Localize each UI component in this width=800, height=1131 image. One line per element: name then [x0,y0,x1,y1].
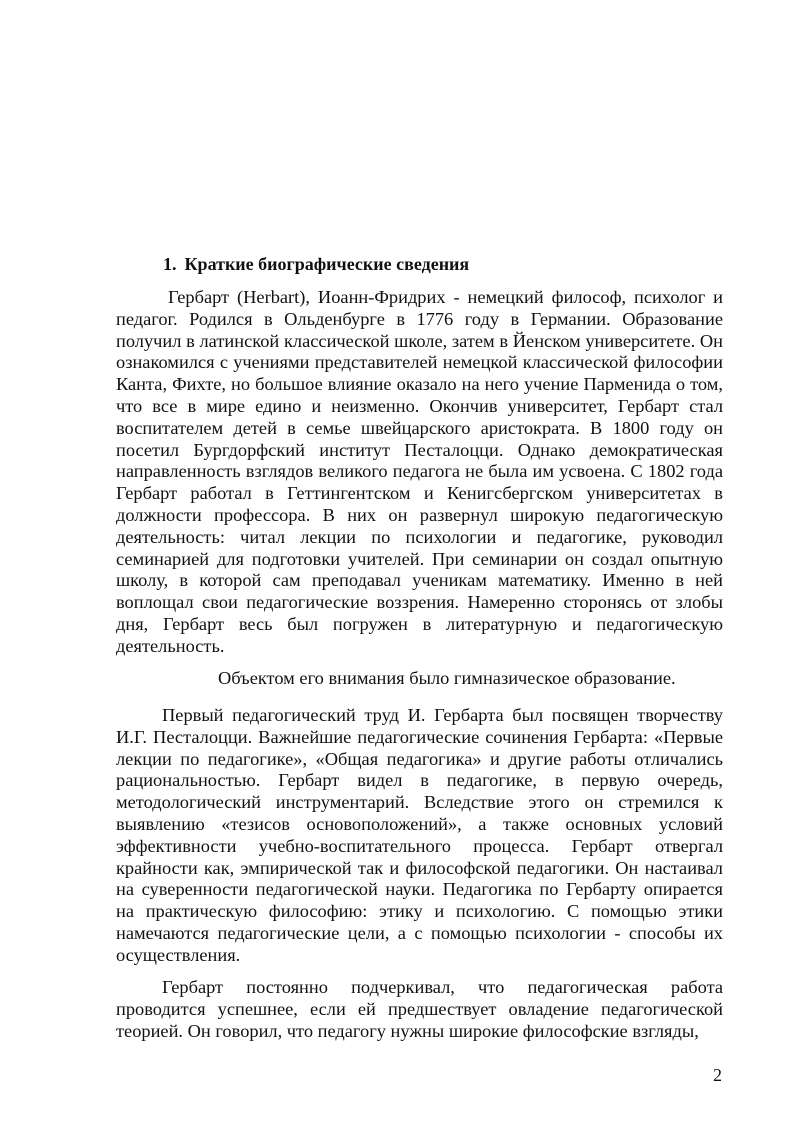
section-heading [163,252,469,276]
paragraph-biography: Гербарт (Herbart), Иоанн-Фридрих - немецкий философ, психолог и педагог. Родился в Ольденбурге в 1776 году в Германии. Образование получил в латинской классической школе, затем в Йенском университете. Он ознакомился с учениями представителей немецкой классической философии Канта, Фихте, но большое влияние оказало на него учение Парменида о том, что все в мире едино и неизменно. Окончив университет, Гербарт стал воспитателем детей в семье швейцарского аристократа. В 1800 году он посетил Бургдорфский институт Песталоцци. Однако демократическая направленность взглядов великого педагога не была им усвоена. С 1802 года Гербарт работал в Геттингентском и Кенигсбергском университетах в должности профессора. В них он развернул широкую педагогическую деятельность: читал лекции по психологии и педагогике, руководил семинарией для подготовки учителей. При семинарии он создал опытную школу, в которой сам преподавал ученикам математику. Именно в ней воплощал свои педагогические воззрения. Намеренно сторонясь от злобы дня, Гербарт весь был погружен в литературную и педагогическую деятельность. [116,287,723,656]
paragraph-first-works: Первый педагогический труд И. Гербарта был посвящен творчеству И.Г. Песталоцци. Важнейшие педагогические сочинения Гербарта: «Первые лекции по педагогике», «Общая педагогика» и другие работы отличались рациональностью. Гербарт видел в педагогике, в первую очередь, методологический инструментарий. Вследствие этого он стремился к выявлению «тезисов основоположений», а также основных условий эффективности учебно-воспитательного процесса. Гербарт отвергал крайности как, эмпирической так и философской педагогики. Он настаивал на суверенности педагогической науки. Педагогика по Гербарту опирается на практическую философию: этику и психологию. С помощью этики намечаются педагогические цели, а с помощью психологии - способы их осуществления. [116,705,723,965]
paragraph-pedagogical-work: Гербарт постоянно подчеркивал, что педагогическая работа проводится успешнее, если ей предшествует овладение педагогической теорией. Он говорил, что педагогу нужны широкие философские взгляды, [116,977,723,1041]
section-title: Краткие биографические сведения [184,254,470,274]
section-number: 1. [163,254,177,274]
paragraph-object-of-attention: Объектом его внимания было гимназическое образование. [218,668,676,688]
page-number: 2 [713,1065,722,1085]
